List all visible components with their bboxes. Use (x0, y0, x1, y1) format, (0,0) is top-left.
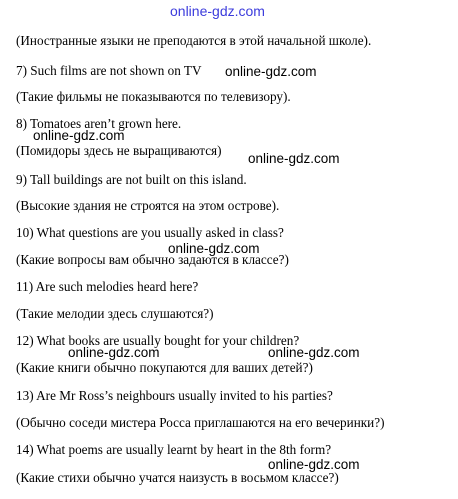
text-line-17: (Какие стихи обычно учатся наизусть в восьмом классе?) (16, 470, 339, 485)
text-line-7: (Высокие здания не строятся на этом острове). (16, 198, 280, 213)
text-line-16: 14) What poems are usually learnt by heart in the 8th form? (16, 442, 332, 457)
text-line-6: 9) Tall buildings are not built on this island. (16, 172, 247, 187)
watermark-top: online-gdz.com (170, 3, 265, 19)
watermark-1: online-gdz.com (225, 64, 317, 79)
text-line-5: (Помидоры здесь не выращиваются) (16, 143, 222, 158)
watermark-2: online-gdz.com (33, 128, 125, 143)
watermark-5: online-gdz.com (68, 345, 160, 360)
text-line-3: (Такие фильмы не показываются по телевизору). (16, 89, 291, 104)
text-line-10: 11) Are such melodies heard here? (16, 279, 199, 294)
text-line-15: (Обычно соседи мистера Росса приглашаются на его вечеринки?) (16, 415, 385, 430)
text-line-11: (Такие мелодии здесь слушаются?) (16, 306, 214, 321)
text-line-9: (Какие вопросы вам обычно задаются в классе?) (16, 252, 289, 267)
text-line-4: 8) Tomatoes aren’t grown here. (16, 116, 182, 131)
watermark-6: online-gdz.com (268, 345, 360, 360)
text-line-13: (Какие книги обычно покупаются для ваших детей?) (16, 360, 313, 375)
watermark-3: online-gdz.com (248, 151, 340, 166)
watermark-4: online-gdz.com (168, 241, 260, 256)
text-line-1: (Иностранные языки не преподаются в этой начальной школе). (16, 33, 372, 48)
text-line-12: 12) What books are usually bought for your children? (16, 333, 300, 348)
text-line-8: 10) What questions are you usually asked in class? (16, 225, 284, 240)
text-line-2: 7) Such films are not shown on TV (16, 63, 202, 78)
text-line-14: 13) Are Mr Ross’s neighbours usually invited to his parties? (16, 388, 333, 403)
watermark-7: online-gdz.com (268, 457, 360, 472)
